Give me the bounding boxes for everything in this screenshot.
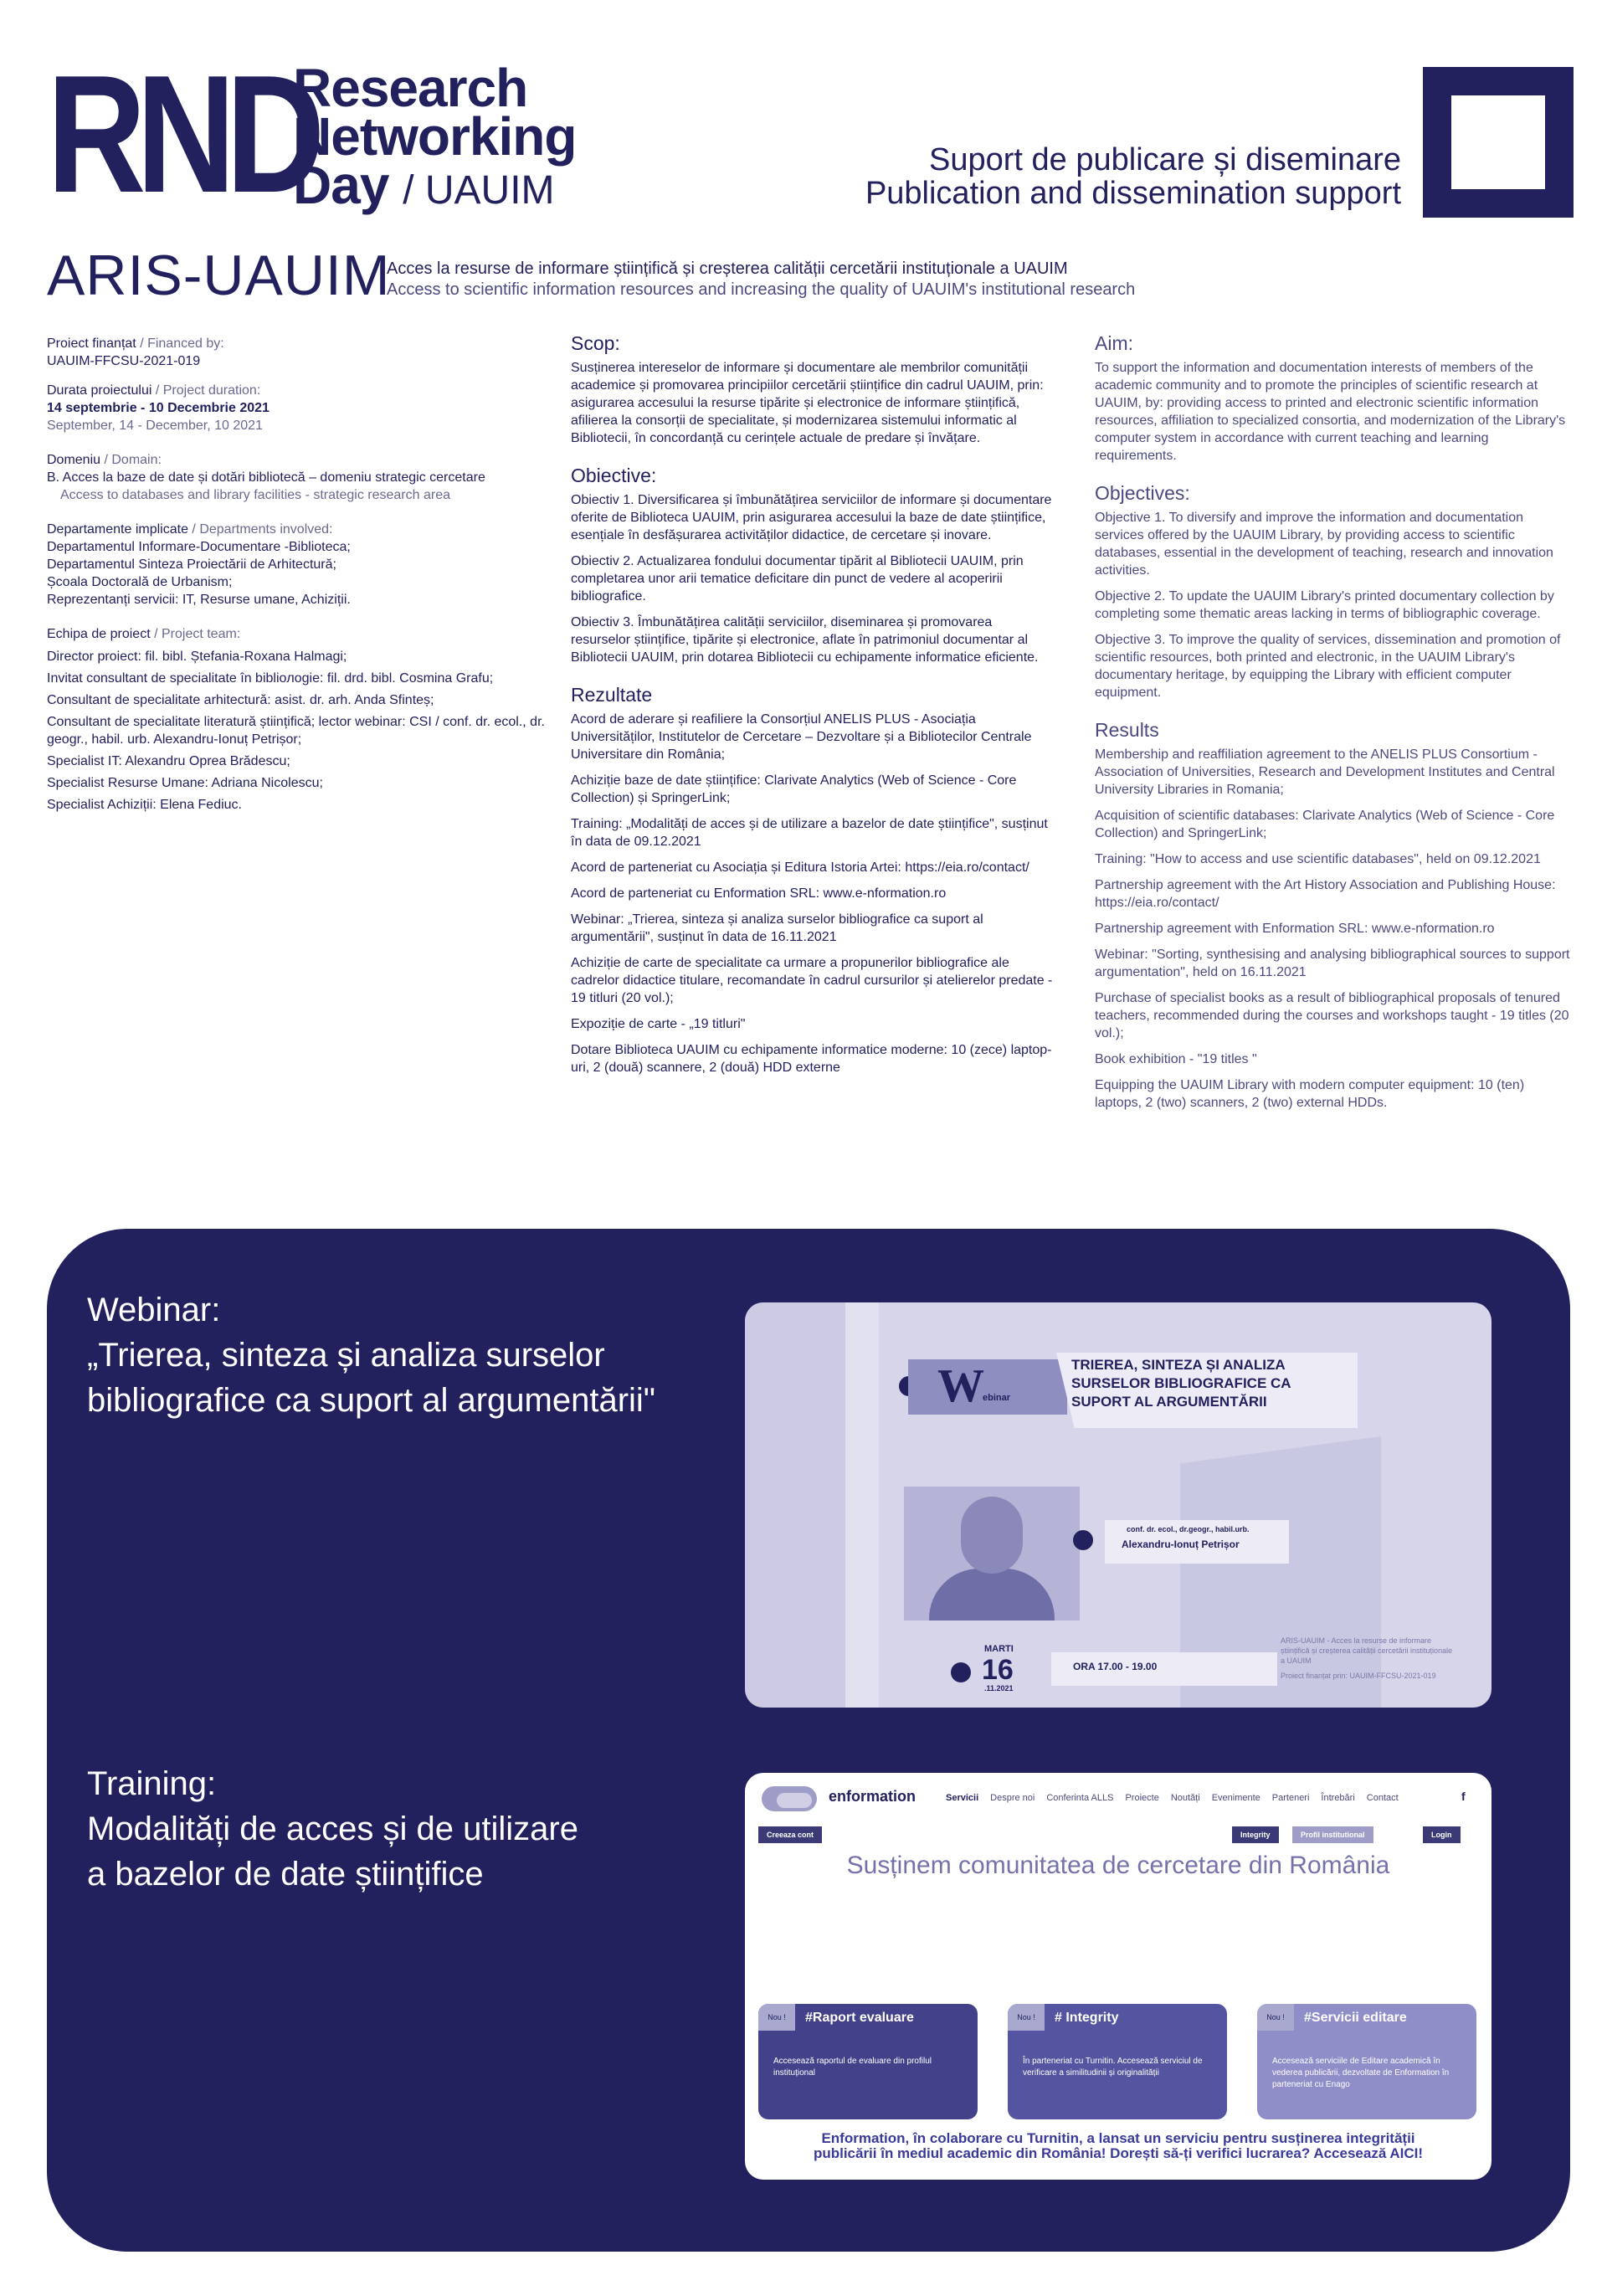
poster-note-project: ARIS-UAUIM - Acces la resurse de informare științifică și creșterea calității cercetării instituționale a UAUIM (1281, 1636, 1453, 1665)
nav-item[interactable]: Noutăți (1170, 1793, 1200, 1803)
training-heading-line: a bazelor de date științifice (87, 1856, 484, 1893)
speaker-body-shape (929, 1569, 1055, 1621)
department-item: Școala Doctorală de Urbanism; (47, 575, 233, 589)
nav-item[interactable]: Conferinta ALLS (1046, 1793, 1114, 1803)
webinar-heading-line: bibliografice ca suport al argumentării" (87, 1382, 655, 1419)
square-logo-icon (1423, 67, 1574, 218)
results-ro-heading: Rezultate (571, 684, 653, 706)
speaker-head-shape (961, 1497, 1023, 1574)
nav-item[interactable]: Proiecte (1125, 1793, 1159, 1803)
result-en: Membership and reaffiliation agreement to the ANELIS PLUS Consortium - Association of Universities, Research and Development Institutes and Central University Libraries in Romania; (1095, 747, 1555, 797)
poster-banner (908, 1359, 1067, 1415)
nav-item[interactable]: Întrebări (1321, 1793, 1355, 1803)
duration-label-en: / Project duration: (155, 383, 261, 398)
training-heading-label: Training: (87, 1765, 217, 1802)
webinar-poster-image (745, 1302, 1491, 1708)
scope-text: Susținerea intereselor de informare și documentare ale membrilor comunității academice și promovarea principiilor cercetării științifice din cadrul UAUIM, prin: asigurarea accesului la resurse tipărite și electronice de informare științifică, afilierea la consorții de specialitate, și modernizarea sistemului informatic al Bibliotecii, în concordanță cu cerințele actuale de predare și învățare. (571, 361, 1044, 445)
result-ro: Dotare Biblioteca UAUIM cu echipamente informatice moderne: 10 (zece) laptop-uri, 2 (două) scannere, 2 (două) HDD externe (571, 1043, 1052, 1075)
aim-text: To support the information and documentation interests of members of the academic community and to promote the principles of scientific research at UAUIM, by: providing access to printed and electronic scientific information resources, affiliation to specialized consortia, and modernization of the Library's computer system in accordance with current teaching and learning requirements. (1095, 361, 1566, 463)
nav-item[interactable]: Contact (1366, 1793, 1399, 1803)
training-heading (87, 1761, 578, 1897)
webinar-heading (87, 1287, 655, 1423)
site-hero-title: Susținem comunitatea de cercetare din România (846, 1852, 1390, 1879)
speaker-photo (904, 1487, 1080, 1621)
result-en: Acquisition of scientific databases: Clarivate Analytics (Web of Science - Core Collection) and SpringerLink; (1095, 809, 1555, 840)
rnd-logo: RND (47, 41, 316, 228)
speaker-credentials: conf. dr. ecol., dr.geogr., habil.urb. (1127, 1525, 1250, 1533)
team-member: Consultant de specialitate literatură științifică; lector webinar: CSI / conf. dr. ecol., dr. geogr., habil. urb. Alexandru-Ionuț Petrișor; (47, 715, 545, 747)
team-member: Consultant de specialitate arhitectură: asist. dr. arh. Anda Sfinteș; (47, 693, 434, 707)
duration-block (47, 382, 549, 434)
project-title-ro: Acces la resurse de informare științifică și creșterea calității cercetării instituționale a UAUIM (387, 259, 1068, 278)
nav-item[interactable]: Parteneri (1271, 1793, 1310, 1803)
nav-item[interactable]: Evenimente (1211, 1793, 1260, 1803)
financed-block (47, 335, 549, 370)
team-member: Specialist Achiziții: Elena Fediuc. (47, 798, 242, 812)
poster-webinar-word: ebinar (983, 1393, 1011, 1403)
result-ro: Acord de parteneriat cu Asociația și Editura Istoria Artei: https://eia.ro/contact/ (571, 860, 1029, 875)
result-en: Equipping the UAUIM Library with modern computer equipment: 10 (ten) laptops, 2 (two) scanners, 2 (two) external HDDs. (1095, 1078, 1525, 1110)
event-weekday: MARTI (984, 1644, 1014, 1654)
financed-label: Proiect finanțat (47, 336, 136, 351)
feature-card[interactable] (758, 2004, 978, 2119)
project-title-en: Access to scientific information resources and increasing the quality of UAUIM's institutional research (387, 280, 1136, 299)
poster-stripe (845, 1302, 879, 1708)
result-ro: Training: „Modalități de acces și de utilizare a bazelor de date științifice", susținut în data de 09.12.2021 (571, 817, 1048, 849)
poster-title (1071, 1356, 1291, 1411)
departments-label: Departamente implicate (47, 522, 188, 537)
scope-section (571, 332, 1055, 447)
event-hours: ORA 17.00 - 19.00 (1073, 1661, 1158, 1672)
objectives-en-heading: Objectives: (1095, 482, 1190, 504)
logo-line-research: Research (293, 58, 528, 118)
result-en: Training: "How to access and use scientific databases", held on 09.12.2021 (1095, 852, 1541, 866)
result-en: Purchase of specialist books as a result of bibliographical proposals of tenured teachers, recommended during the courses and workshops taught - 19 titles (20 vol.); (1095, 991, 1569, 1040)
team-member: Specialist Resurse Umane: Adriana Nicolescu; (47, 776, 323, 790)
project-acronym: ARIS-UAUIM (47, 244, 391, 307)
result-ro: Webinar: „Trierea, sinteza și analiza surselor bibliografice ca suport al argumentării", susținut în data de 16.11.2021 (571, 912, 983, 944)
logo-line-day: Day / UAUIM (293, 155, 555, 215)
english-column (1095, 332, 1572, 1132)
create-account-button[interactable]: Creeaza cont (758, 1826, 822, 1843)
department-item: Departamentul Informare-Documentare -Biblioteca; (47, 540, 351, 554)
bullet-dot-icon (951, 1662, 971, 1682)
poster-side-note (1281, 1636, 1456, 1681)
new-badge: Nou ! (758, 2004, 795, 2031)
feature-card[interactable] (1257, 2004, 1476, 2119)
team-member: Invitat consultant de specialitate în biblioлogie: fil. drd. bibl. Cosmina Grafu; (47, 671, 494, 686)
result-en: Partnership agreement with the Art History Association and Publishing House: https://eia.ro/contact/ (1095, 878, 1556, 910)
objective-ro: Obiectiv 2. Actualizarea fondului documentar tipărit al Bibliotecii UAUIM, prin completarea unor arii tematice deficitare din punct de vedere al acoperirii bibliografice. (571, 554, 1024, 604)
institutional-profile-button[interactable]: Profil institutional (1292, 1826, 1373, 1843)
objective-ro: Obiectiv 3. Îmbunătățirea calității serviciilor, diseminarea și promovarea resurselor științifice, tipărite și electronice, aflate în patrimoniul documentar al Bibliotecii UAUIM, prin dotarea Bibliotecii cu echipamente informatice eficiente. (571, 615, 1039, 665)
departments-block (47, 521, 549, 609)
result-en: Book exhibition - "19 titles " (1095, 1052, 1257, 1066)
poster-note-funding: Proiect finanțat prin: UAUIM-FFCSU-2021-019 (1281, 1672, 1436, 1680)
result-en: Webinar: "Sorting, synthesising and analysing bibliographical sources to support argumentation", held on 16.11.2021 (1095, 948, 1570, 979)
support-title-en: Publication and dissemination support (865, 176, 1401, 211)
department-item: Departamentul Sinteza Proiectării de Arhitectură; (47, 557, 336, 572)
nav-item[interactable]: Servicii (946, 1793, 979, 1803)
announcement-line: Enformation, în colaborare cu Turnitin, a lansat un serviciu pentru susținerea integrității (821, 2130, 1415, 2146)
login-button[interactable]: Login (1423, 1826, 1461, 1843)
domain-ro: B. Acces la baze de date și dotări bibliotecă – domeniu strategic cercetare (47, 470, 485, 485)
card-description: În parteneriat cu Turnitin. Accesează serviciul de verificare a similitudinii și originalității (1023, 2057, 1203, 2078)
poster-title-line: TRIEREA, SINTEZA ȘI ANALIZA (1071, 1357, 1286, 1373)
team-block (47, 625, 549, 814)
objectives-ro-section (571, 467, 1055, 666)
romanian-column (571, 332, 1055, 1097)
results-ro-section (571, 686, 1055, 1076)
objective-en: Objective 3. To improve the quality of services, dissemination and promotion of scientific resources, both printed and electronic, in the UAUIM Library's documentary heritage, by equipping the Library with efficient computer equipment. (1095, 633, 1561, 700)
project-info-column (47, 335, 549, 825)
domain-label: Domeniu (47, 453, 101, 467)
team-label-en: / Project team: (154, 627, 241, 641)
support-title-ro: Suport de publicare și diseminare (929, 142, 1401, 177)
card-description: Accesează raportul de evaluare din profilul instituțional (773, 2057, 932, 2078)
speaker-name: Alexandru-Ionuț Petrișor (1122, 1538, 1240, 1550)
training-heading-line: Modalități de acces și de utilizare (87, 1811, 578, 1847)
aim-section (1095, 332, 1572, 465)
domain-en: Access to databases and library facilities - strategic research area (60, 488, 450, 502)
integrity-button[interactable]: Integrity (1232, 1826, 1279, 1843)
poster-title-line: SUPORT AL ARGUMENTĂRII (1071, 1394, 1267, 1410)
facebook-icon[interactable]: f (1461, 1790, 1466, 1803)
objectives-ro-heading: Obiective: (571, 465, 657, 486)
duration-ro: 14 septembrie - 10 Decembrie 2021 (47, 401, 270, 415)
poster-stripe (745, 1302, 845, 1708)
department-item: Reprezentanți servicii: IT, Resurse umane, Achiziții. (47, 593, 351, 607)
enformation-logo-text: enformation (829, 1788, 916, 1805)
webinar-heading-label: Webinar: (87, 1292, 221, 1328)
objective-en: Objective 1. To diversify and improve the information and documentation services offered by the UAUIM Library, by providing access to scientific databases, essential in the development of teaching, research and innovation activities. (1095, 511, 1553, 578)
feature-card[interactable] (1008, 2004, 1227, 2119)
objective-en: Objective 2. To update the UAUIM Library's printed documentary collection by completing some thematic areas lacking in terms of bibliographic coverage. (1095, 589, 1554, 621)
results-en-section (1095, 719, 1572, 1112)
aim-heading: Aim: (1095, 332, 1133, 354)
enformation-logo-icon (777, 1793, 812, 1808)
logo-suffix: / UAUIM (403, 168, 555, 213)
scope-heading: Scop: (571, 332, 620, 354)
event-month: .11.2021 (984, 1684, 1014, 1692)
event-day: 16 (982, 1654, 1014, 1686)
logo-line-networking: Networking (293, 106, 577, 167)
site-nav (946, 1793, 1399, 1803)
poster-title-line: SURSELOR BIBLIOGRAFICE CA (1071, 1375, 1291, 1391)
new-badge: Nou ! (1257, 2004, 1294, 2031)
results-en-heading: Results (1095, 719, 1159, 741)
financed-label-en: / Financed by: (140, 336, 224, 351)
card-title: #Raport evaluare (805, 2011, 914, 2025)
site-announcement[interactable] (745, 2131, 1491, 2161)
result-en: Partnership agreement with Enformation SRL: www.e-nformation.ro (1095, 922, 1495, 936)
new-badge: Nou ! (1008, 2004, 1045, 2031)
announcement-line: publicării în mediul academic din România! Dorești să-ți verifici lucrarea? Accesează AICI! (813, 2145, 1424, 2161)
departments-label-en: / Departments involved: (192, 522, 333, 537)
poster-w-letter: W (937, 1360, 984, 1412)
card-description: Accesează serviciile de Editare academică în vederea publicării, dezvoltate de Enformation în parteneriat cu Enago (1272, 2057, 1450, 2089)
objective-ro: Obiectiv 1. Diversificarea și îmbunătățirea serviciilor de informare și documentare oferite de Biblioteca UAUIM, prin asigurarea accesului la baze de date științifice, esențiale în desfășurarea activităților didactice, de cercetare și inovare. (571, 493, 1052, 542)
team-label: Echipa de proiect (47, 627, 151, 641)
duration-en: September, 14 - December, 10 2021 (47, 419, 263, 433)
result-ro: Achiziție baze de date științifice: Clarivate Analytics (Web of Science - Core Collection) și SpringerLink; (571, 773, 1017, 805)
domain-block (47, 451, 549, 504)
result-ro: Acord de aderare și reafiliere la Consorțiul ANELIS PLUS - Asociația Universităților, Institutelor de Cercetare – Dezvoltare și a Bibliotecilor Centrale Universitare din România; (571, 712, 1032, 762)
domain-label-en: / Domain: (104, 453, 162, 467)
card-title: #Servicii editare (1304, 2011, 1407, 2025)
objectives-en-section (1095, 482, 1572, 701)
result-ro: Acord de parteneriat cu Enformation SRL: www.e-nformation.ro (571, 886, 947, 901)
result-ro: Achiziție de carte de specialitate ca urmare a propunerilor bibliografice ale cadrelor didactice titulare, recomandate în cadrul cursurilor și atelierelor predate - 19 titluri (20 vol.); (571, 956, 1053, 1005)
bullet-dot-icon (1073, 1530, 1093, 1550)
financed-value: UAUIM-FFCSU-2021-019 (47, 354, 201, 368)
duration-label: Durata proiectului (47, 383, 152, 398)
card-title: # Integrity (1055, 2011, 1119, 2025)
enformation-website-screenshot (745, 1773, 1491, 2180)
rnd-wordmark (293, 58, 577, 215)
nav-item[interactable]: Despre noi (990, 1793, 1035, 1803)
result-ro: Expoziție de carte - „19 titluri" (571, 1017, 746, 1031)
team-member: Specialist IT: Alexandru Oprea Brădescu; (47, 754, 290, 768)
webinar-heading-line: „Trierea, sinteza și analiza surselor (87, 1337, 605, 1374)
team-member: Director proiect: fil. bibl. Ștefania-Roxana Halmagi; (47, 650, 347, 664)
